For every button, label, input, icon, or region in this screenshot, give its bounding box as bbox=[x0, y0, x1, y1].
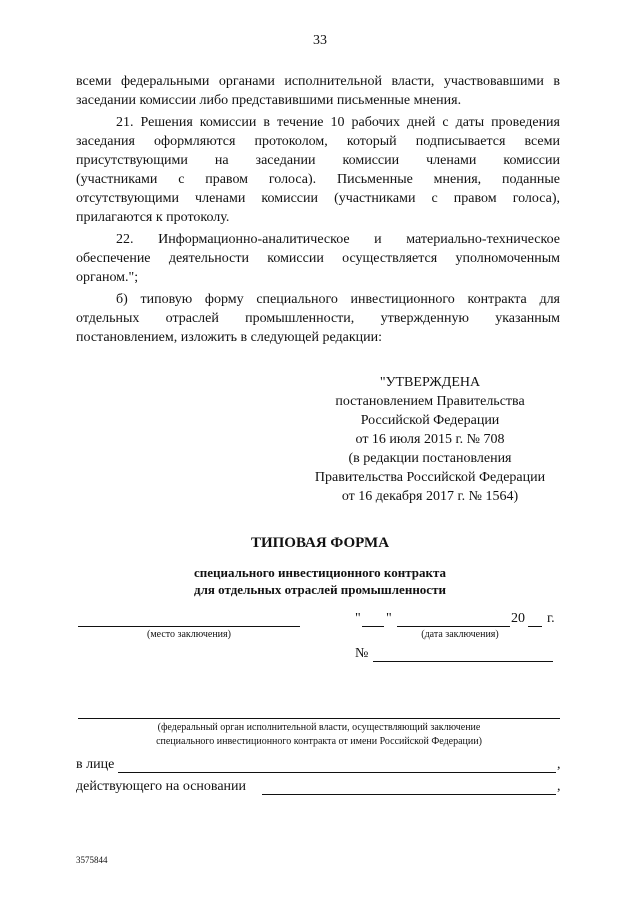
federal-organ-caption: специального инвестиционного контракта от имени Российской Федерации) bbox=[156, 736, 482, 747]
form-subtitle: для отдельных отраслей промышленности bbox=[194, 582, 446, 597]
date-year-suffix: г. bbox=[547, 611, 555, 626]
paragraph-21-line: присутствующими на заседании комиссии членами комиссии bbox=[76, 153, 560, 168]
paragraph-22-line: 22. Информационно-аналитическое и материально-техническое bbox=[116, 232, 560, 247]
acting-basis-label: действующего на основании bbox=[76, 779, 247, 794]
approval-heading: "УТВЕРЖДЕНА bbox=[379, 375, 481, 390]
paragraph-21-line: (участниками с правом голоса). Письменные мнения, поданные bbox=[76, 172, 560, 187]
place-caption: (место заключения) bbox=[147, 629, 231, 640]
acting-basis-field[interactable] bbox=[262, 794, 556, 795]
paragraph-line: всеми федеральными органами исполнительной власти, участвовавшими в bbox=[76, 74, 560, 89]
federal-organ-field[interactable] bbox=[78, 718, 560, 719]
date-year-field[interactable] bbox=[528, 626, 542, 627]
in-person-label: в лице bbox=[76, 757, 115, 772]
date-caption: (дата заключения) bbox=[421, 629, 499, 640]
in-person-comma: , bbox=[557, 757, 561, 772]
approval-line: (в редакции постановления bbox=[348, 451, 512, 466]
page-number: 33 bbox=[313, 33, 327, 48]
paragraph-b-line: постановлением, изложить в следующей редакции: bbox=[76, 330, 383, 345]
paragraph-22-line: органом."; bbox=[76, 270, 139, 285]
document-id: 3575844 bbox=[76, 855, 108, 865]
place-field[interactable] bbox=[78, 626, 300, 627]
contract-number-field[interactable] bbox=[373, 661, 553, 662]
paragraph-b-line: отдельных отраслей промышленности, утвержденную указанным bbox=[76, 311, 560, 326]
date-year-prefix: 20 bbox=[511, 611, 525, 626]
paragraph-21-line: 21. Решения комиссии в течение 10 рабочих дней с даты проведения bbox=[116, 115, 560, 130]
approval-line: Российской Федерации bbox=[360, 413, 500, 428]
form-subtitle: специального инвестиционного контракта bbox=[193, 565, 447, 580]
approval-line: от 16 декабря 2017 г. № 1564) bbox=[341, 489, 519, 504]
paragraph-21-line: отсутствующими членами комиссии (участниками с правом голоса), bbox=[76, 191, 560, 206]
date-quote-open: " bbox=[355, 611, 361, 626]
approval-line: Правительства Российской Федерации bbox=[314, 470, 546, 485]
paragraph-b-line: б) типовую форму специального инвестиционного контракта для bbox=[116, 292, 560, 307]
approval-line: от 16 июля 2015 г. № 708 bbox=[355, 432, 505, 447]
date-quote-close: " bbox=[386, 611, 392, 626]
date-month-field[interactable] bbox=[397, 626, 510, 627]
number-sign: № bbox=[355, 646, 369, 661]
paragraph-22-line: обеспечение деятельности комиссии осуществляется уполномоченным bbox=[76, 251, 560, 266]
in-person-field[interactable] bbox=[118, 772, 556, 773]
acting-basis-comma: , bbox=[557, 779, 561, 794]
approval-line: постановлением Правительства bbox=[335, 394, 525, 409]
paragraph-line: заседании комиссии либо представившими письменные мнения. bbox=[76, 93, 462, 108]
date-day-field[interactable] bbox=[362, 626, 384, 627]
federal-organ-caption: (федеральный орган исполнительной власти, осуществляющий заключение bbox=[157, 722, 481, 733]
paragraph-21-line: заседания оформляются протоколом, который подписывается всеми bbox=[76, 134, 560, 149]
form-title: ТИПОВАЯ ФОРМА bbox=[250, 535, 390, 551]
paragraph-21-line: прилагаются к протоколу. bbox=[76, 210, 230, 225]
